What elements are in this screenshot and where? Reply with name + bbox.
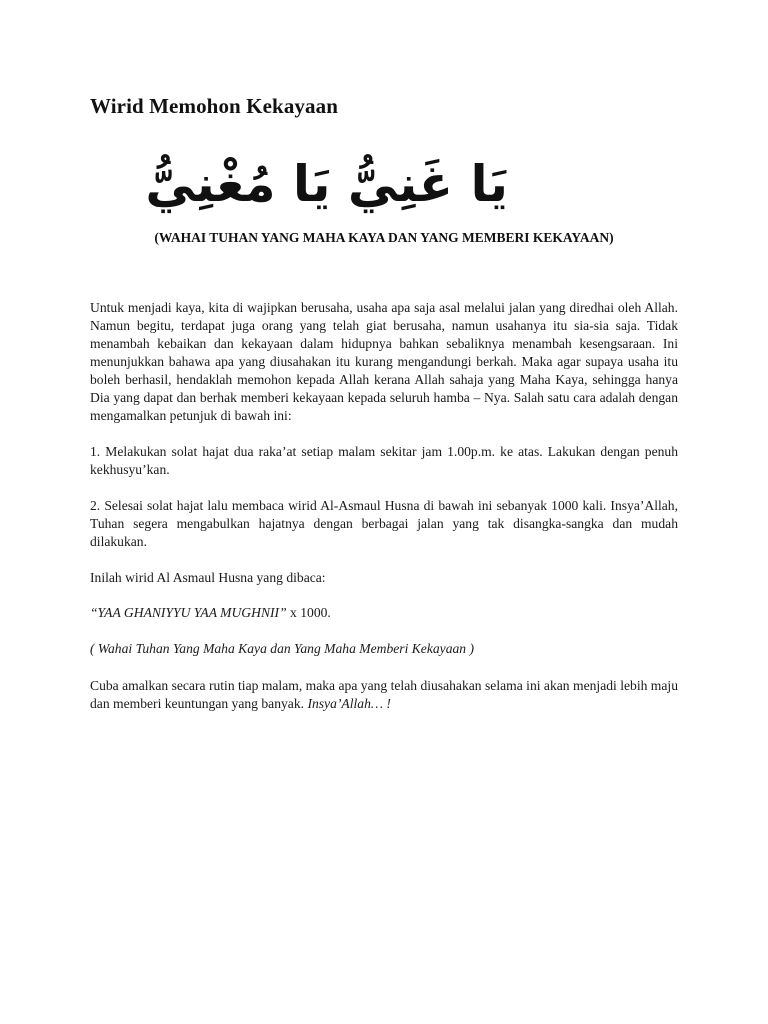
- subtitle-translation: (WAHAI TUHAN YANG MAHA KAYA DAN YANG MEMBERI KEKAYAAN): [154, 230, 614, 245]
- step-2-paragraph: 2. Selesai solat hajat lalu membaca wirid Al-Asmaul Husna di bawah ini sebanyak 1000 kali. Insya’Allah, Tuhan segera mengabulkan hajatnya dengan berbagai jalan yang tak disangka-sangka dan mudah dilakukan.: [90, 498, 678, 549]
- closing-insya-allah: Insya’Allah… !: [307, 696, 391, 711]
- closing-paragraph: [90, 677, 678, 713]
- closing-text: Cuba amalkan secara rutin tiap malam, maka apa yang telah diusahakan selama ini akan menjadi lebih maju dan memberi keuntungan yang banyak.: [90, 678, 678, 711]
- wirid-count: x 1000.: [286, 605, 331, 620]
- wirid-meaning: ( Wahai Tuhan Yang Maha Kaya dan Yang Maha Memberi Kekayaan ): [90, 641, 475, 656]
- arabic-calligraphy: يَا غَنِيُّ يَا مُغْنِيُّ: [145, 155, 508, 213]
- wirid-text: “YAA GHANIYYU YAA MUGHNII”: [90, 605, 287, 620]
- document-title: Wirid Memohon Kekayaan: [90, 94, 338, 118]
- wirid-intro-line: Inilah wirid Al Asmaul Husna yang dibaca:: [90, 570, 326, 585]
- step-1-paragraph: 1. Melakukan solat hajat dua raka’at setiap malam sekitar jam 1.00p.m. ke atas. Lakukan dengan penuh kekhusyu’kan.: [90, 444, 678, 477]
- intro-paragraph: Untuk menjadi kaya, kita di wajipkan berusaha, usaha apa saja asal melalui jalan yang diredhai oleh Allah. Namun begitu, terdapat juga orang yang telah giat berusaha, namun usahanya itu sia-sia saja. Tidak menambah kebaikan dan kekayaan dalam hidupnya bahkan sebaliknya menambah kesengsaraan. Ini menunjukkan bahawa apa yang diusahakan itu kurang mengandungi berkah. Maka agar supaya usaha itu boleh berhasil, hendaklah memohon kepada Allah kerana Allah sahaja yang Maha Kaya, sehingga hanya Dia yang dapat dan berhak memberi kekayaan kepada seluruh hamba – Nya. Salah satu cara adalah dengan mengamalkan petunjuk di bawah ini:: [90, 300, 678, 423]
- wirid-line: [90, 604, 678, 622]
